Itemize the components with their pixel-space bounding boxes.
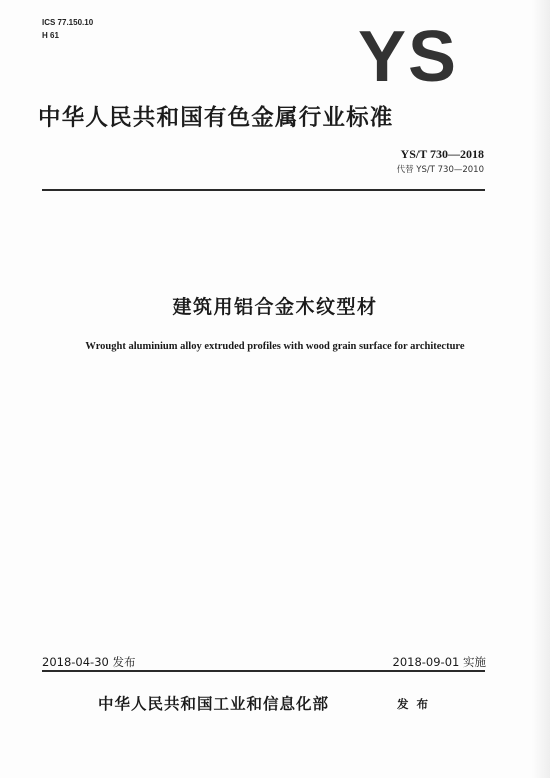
document-title-chinese: 建筑用铝合金木纹型材	[172, 296, 378, 318]
ys-logo-mark	[352, 25, 464, 85]
standard-number: YS/T 730—2018	[400, 147, 484, 161]
issuing-authority: 中华人民共和国工业和信息化部	[98, 695, 330, 713]
industry-standard-title: 中华人民共和国有色金属行业标准	[38, 105, 394, 131]
header-divider	[42, 189, 485, 191]
document-title-english: Wrought aluminium alloy extruded profiles with wood grain surface for architecture	[85, 341, 465, 352]
ys-logo-letters: YS	[357, 25, 459, 85]
publish-label: 发 布	[397, 697, 431, 711]
ys-logo	[352, 25, 464, 85]
ics-code: ICS 77.150.10	[42, 18, 94, 27]
implementation-date: 2018-09-01 实施	[392, 655, 486, 669]
classification-block	[42, 16, 93, 42]
ccs-code: H 61	[42, 31, 59, 40]
replaced-standard: 代替 YS/T 730—2010	[396, 165, 484, 175]
footer-divider	[42, 670, 485, 672]
issue-date: 2018-04-30 发布	[42, 655, 136, 669]
scan-shadow-edge	[532, 0, 550, 778]
